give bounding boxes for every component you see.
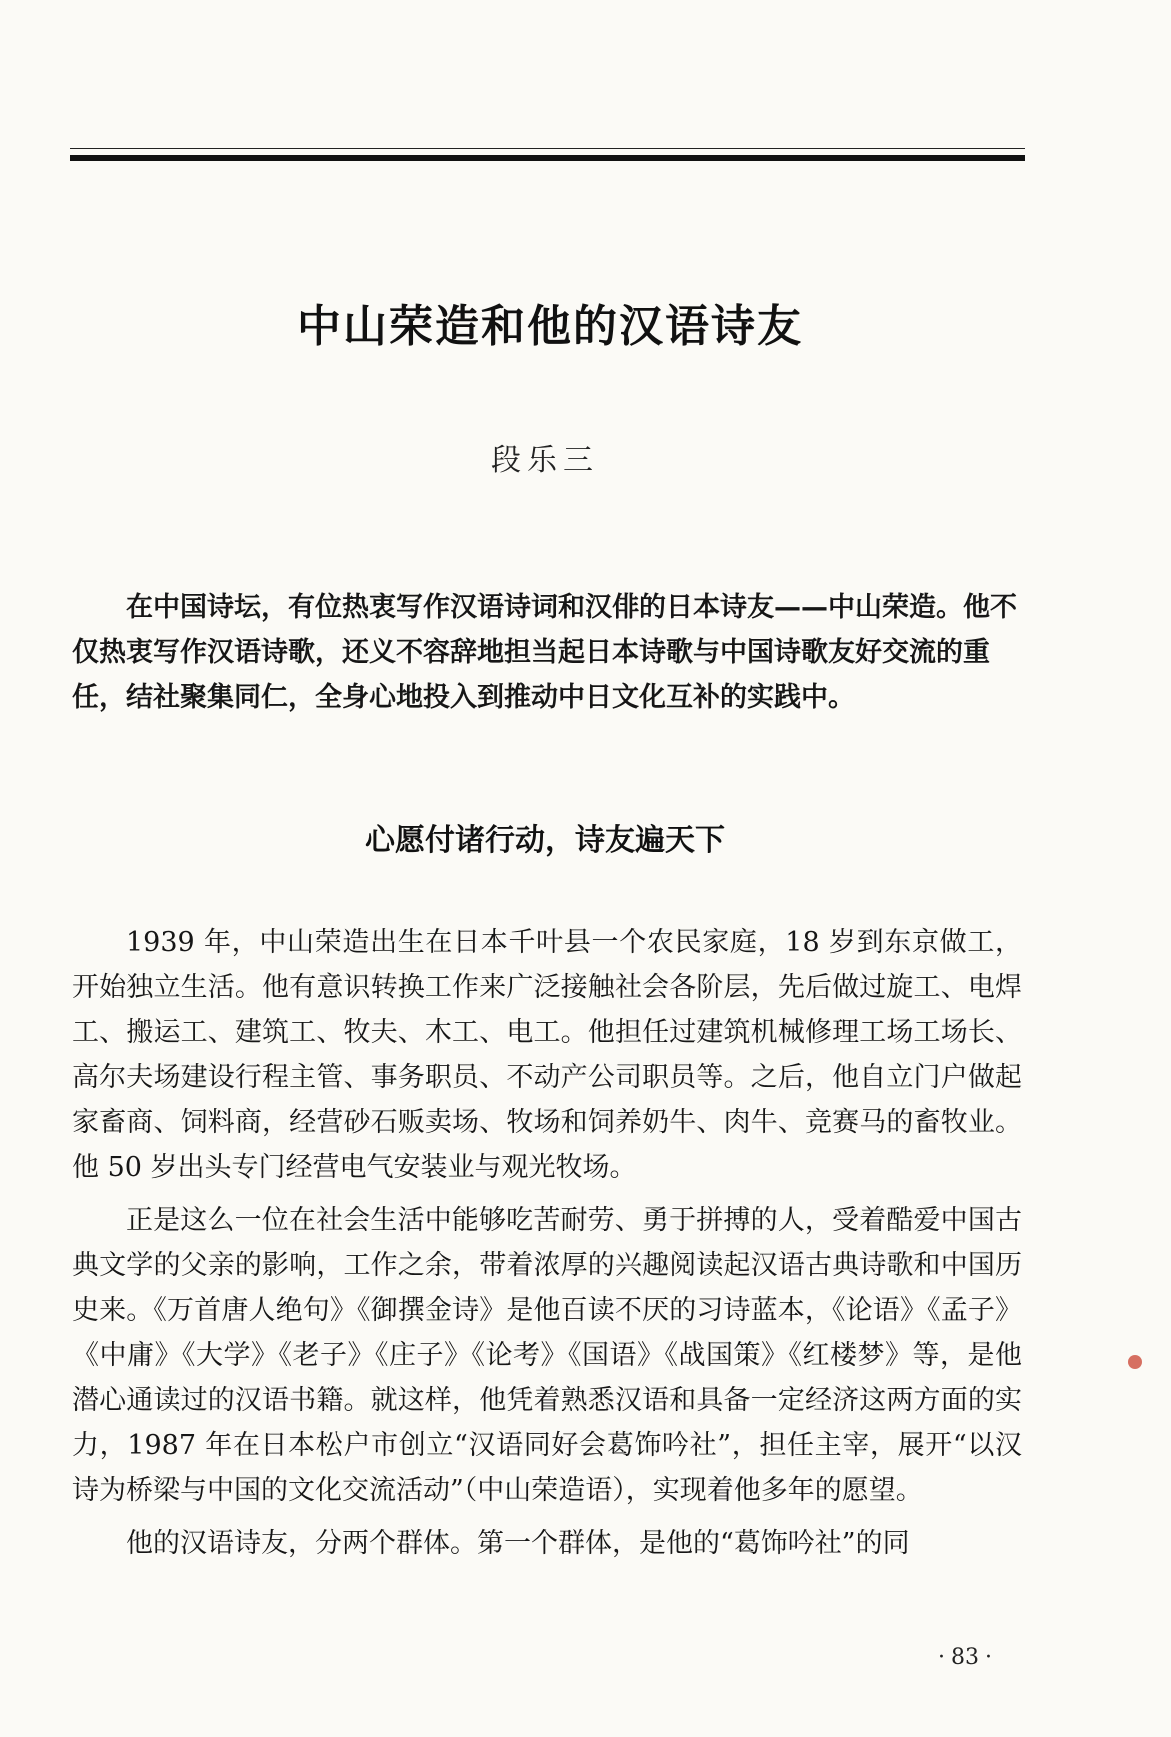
page-number-value: 83 (951, 1645, 979, 1670)
body-paragraph: 正是这么一位在社会生活中能够吃苦耐劳、勇于拼搏的人，受着酷爱中国古典文学的父亲的影响，工作之余，带着浓厚的兴趣阅读起汉语古典诗歌和中国历史来。《万首唐人绝句》《御撰金诗》是他百读不厌的习诗蓝本，《论语》《孟子》《中庸》《大学》《老子》《庄子》《论考》《国语》《战国策》《红楼梦》等，是他潜心通读过的汉语书籍。就这样，他凭着熟悉汉语和具备一定经济这两方面的实力，1987 年在日本松户市创立“汉语同好会葛饰吟社”，担任主宰，展开“以汉诗为桥梁与中国的文化交流活动”（中山荣造语），实现着他多年的愿望。 (72, 1205, 1022, 1506)
header-rule-thin (70, 148, 1025, 149)
page-number-dot-right: · (985, 1645, 992, 1670)
body-paragraph: 1939 年，中山荣造出生在日本千叶县一个农民家庭，18 岁到东京做工，开始独立生活。他有意识转换工作来广泛接触社会各阶层，先后做过旋工、电焊工、搬运工、建筑工、牧夫、木工、电工。他担任过建筑机械修理工场工场长、高尔夫场建设行程主管、事务职员、不动产公司职员等。之后，他自立门户做起家畜商、饲料商，经营砂石贩卖场、牧场和饲养奶牛、肉牛、竞赛马的畜牧业。他 50 岁出头专门经营电气安装业与观光牧场。 (72, 927, 1022, 1183)
page-number (915, 1645, 1015, 1670)
article-intro: 在中国诗坛，有位热衷写作汉语诗词和汉俳的日本诗友——中山荣造。他不仅热衷写作汉语诗歌，还义不容辞地担当起日本诗歌与中国诗歌友好交流的重任，结社聚集同仁，全身心地投入到推动中日文化互补的实践中。 (72, 592, 1017, 713)
article-author: 段乐三 (491, 443, 599, 478)
body-paragraph: 他的汉语诗友，分两个群体。第一个群体，是他的“葛饰吟社”的同 (126, 1528, 910, 1559)
ink-spot (1128, 1355, 1142, 1369)
article-body (72, 920, 1022, 1574)
header-rule-thick (70, 155, 1025, 161)
section-heading: 心愿付诸行动，诗友遍天下 (365, 823, 725, 858)
article-title: 中山荣造和他的汉语诗友 (297, 301, 803, 352)
page-number-dot-left: · (938, 1645, 945, 1670)
